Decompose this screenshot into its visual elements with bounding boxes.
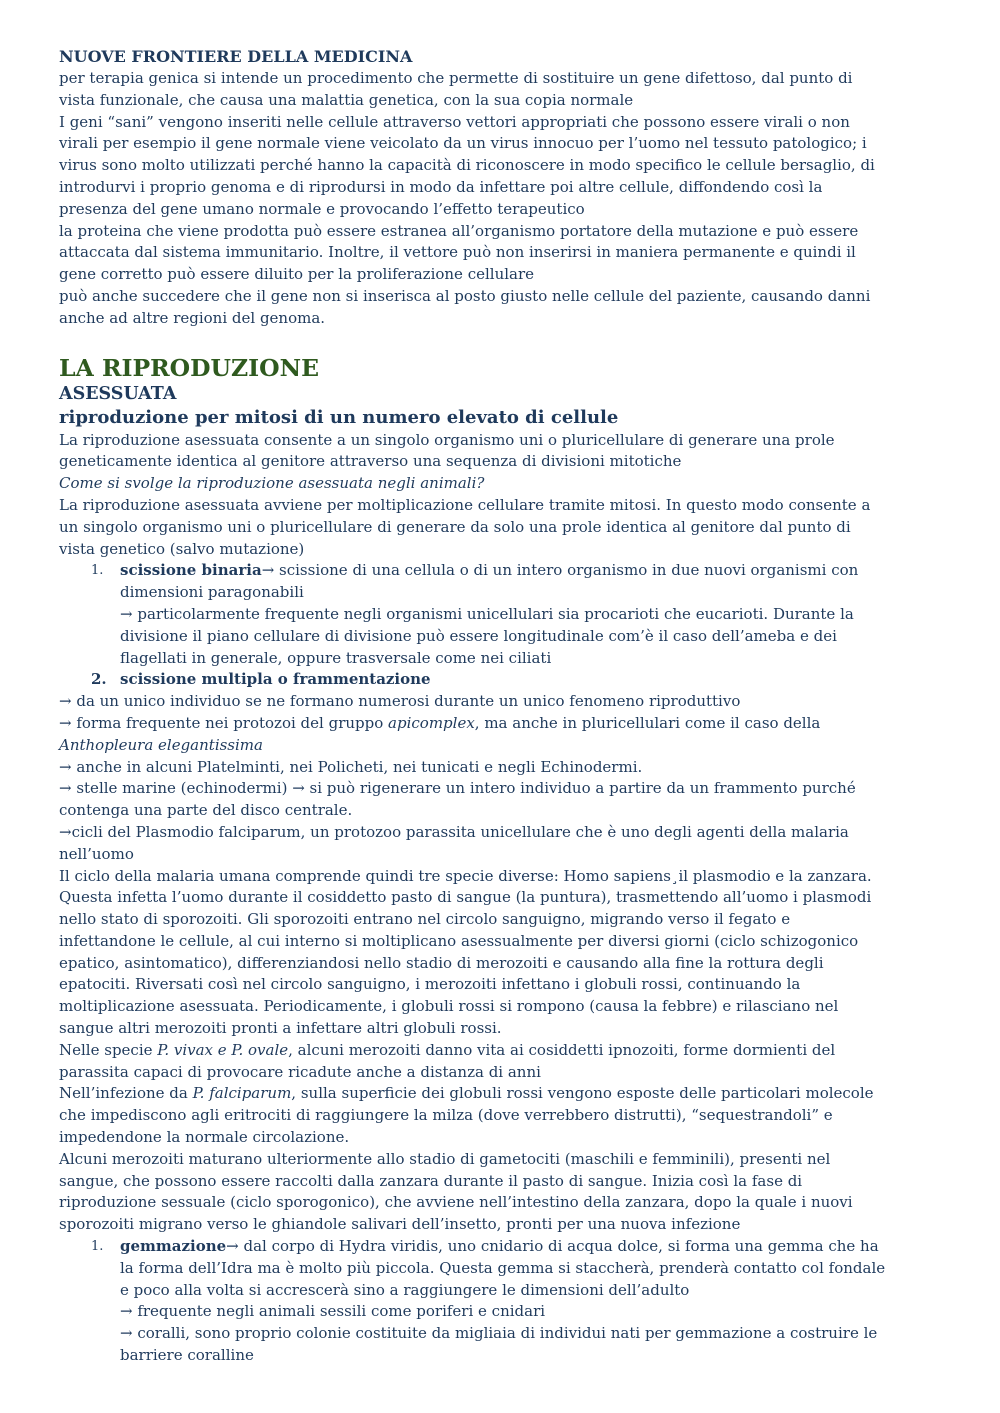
list-item-scissione-multipla	[59, 669, 890, 691]
paragraph: per terapia genica si intende un procedimento che permette di sostituire un gene difettoso, dal punto di vista funzionale, che causa una malattia genetica, con la sua copia normale	[59, 69, 853, 109]
text-span: , ma anche in pluricellulari come il caso della	[474, 713, 821, 732]
list-number: 1.	[91, 563, 104, 579]
list-term: scissione multipla o frammentazione	[120, 670, 431, 689]
italic-span: P. falciparum	[192, 1084, 292, 1103]
italic-span: Anthopleura elegantissima	[59, 735, 263, 754]
list-extra: → frequente negli animali sessili come poriferi e cnidari	[120, 1302, 546, 1321]
list-term: scissione binaria	[120, 561, 262, 580]
text-span: → forma frequente nei protozoi del gruppo	[59, 713, 389, 732]
numbered-list	[59, 560, 890, 691]
arrow-line: →cicli del Plasmodio falciparum, un protozoo parassita unicellulare che è uno degli agenti della malaria nell’uomo	[59, 822, 849, 863]
paragraph-malaria: Il ciclo della malaria umana comprende quindi tre specie diverse: Homo sapiens¸il plasmodio e la zanzara. Questa infetta l’uomo durante il cosiddetto pasto di sangue (la puntura), trasmettendo all’uomo i plasmodi nello stato di sporozoiti. Gli sporozoiti entrano nel circolo sanguigno, migrando verso il fegato e infettandone le cellule, al cui interno si moltiplicano asessualmente per diversi giorni (ciclo schizogonico epatico, asintomatico), differenziandosi nello stadio di merozoiti e causando alla fine la rottura degli epatociti. Riversati così nel circolo sanguigno, i merozoiti infettano i globuli rossi, continuando la moltiplicazione asessuata. Periodicamente, i globuli rossi si rompono (causa la febbre) e rilasciano nel sangue altri merozoiti pronti a infettare altri globuli rossi.	[59, 866, 872, 1038]
arrow-line: → anche in alcuni Platelminti, nei Policheti, nei tunicati e negli Echinodermi.	[59, 757, 643, 776]
subtitle-asessuata: ASESSUATA	[59, 383, 177, 404]
italic-span: apicomplex	[388, 713, 475, 732]
text-span: , sulla superficie dei globuli rossi vengono esposte delle particolari molecole che impediscono agli eritrociti di raggiungere la milza (dove verrebbero distrutti), “sequestrandoli” e impedendone la normale circolazione.	[59, 1084, 874, 1147]
list-number: 2.	[91, 670, 107, 689]
paragraph-gametociti: Alcuni merozoiti maturano ulteriormente allo stadio di gametociti (maschili e femminili), presenti nel sangue, che possono essere raccolti dalla zanzara durante il pasto di sangue. Inizia così la fase di riproduzione sessuale (ciclo sporogonico), che avviene nell’intestino della zanzara, dopo la quale i nuovi sporozoiti migrano verso le ghiandole salivari dell’insetto, pronti per una nuova infezione	[59, 1149, 853, 1234]
list-item-gemmazione	[59, 1236, 890, 1367]
section-title-riproduzione: LA RIPRODUZIONE	[59, 353, 320, 382]
arrow-line: → stelle marine (echinodermi) → si può rigenerare un intero individuo a partire da un frammento purché contenga una parte del disco centrale.	[59, 779, 856, 820]
arrow-line	[59, 713, 890, 757]
text-span: Nelle specie	[59, 1040, 158, 1059]
paragraph: I geni “sani” vengono inseriti nelle cellule attraverso vettori appropriati che possono essere virali o non virali per esempio il gene normale viene veicolato da un virus innocuo per l’uomo nel tessuto patologico; i virus sono molto utilizzati perché hanno la capacità di riconoscere in modo specifico le cellule bersaglio, di introdurvi i proprio genoma e di riprodursi in modo da infettare poi altre cellule, diffondendo così la presenza del gene umano normale e provocando l’effetto terapeutico	[59, 112, 875, 218]
list-text: → dal corpo di Hydra viridis, uno cnidario di acqua dolce, si forma una gemma che ha la forma dell’Idra ma è molto più piccola. Questa gemma si staccherà, prenderà contatto col fondale e poco alla volta si accrescerà sino a raggiungere le dimensioni dell’adulto	[120, 1237, 886, 1299]
list-text: → scissione di una cellula o di un intero organismo in due nuovi organismi con dimensioni paragonabili	[120, 561, 859, 602]
text-span: Nell’infezione da	[59, 1084, 193, 1103]
list-item-scissione-binaria	[59, 560, 890, 669]
paragraph: la proteina che viene prodotta può essere estranea all’organismo portatore della mutazione e può essere attaccata dal sistema immunitario. Inoltre, il vettore può non inserirsi in maniera permanente e quindi il gene corretto può essere diluito per la proliferazione cellulare	[59, 221, 859, 284]
paragraph: La riproduzione asessuata consente a un singolo organismo uni o pluricellulare di generare una prole geneticamente identica al genitore attraverso una sequenza di divisioni mitotiche	[59, 430, 835, 471]
list-extra: → coralli, sono proprio colonie costituite da migliaia di individui nati per gemmazione a costruire le barriere coralline	[120, 1324, 878, 1365]
text-span: , alcuni merozoiti danno vita ai cosiddetti ipnozoiti, forme dormienti del parassita capaci di provocare ricadute anche a distanza di anni	[59, 1040, 836, 1081]
paragraph-vivax	[59, 1040, 890, 1084]
arrow-line: → da un unico individuo se ne formano numerosi durante un unico fenomeno riproduttivo	[59, 692, 741, 711]
section-title-medicina: NUOVE FRONTIERE DELLA MEDICINA	[59, 47, 413, 66]
paragraph: può anche succedere che il gene non si inserisca al posto giusto nelle cellule del paziente, causando danni anche ad altre regioni del genoma.	[59, 286, 871, 327]
subheading-mitosi: riproduzione per mitosi di un numero elevato di cellule	[59, 406, 619, 428]
list-term: gemmazione	[120, 1237, 227, 1256]
paragraph-falciparum	[59, 1083, 890, 1148]
list-number: 1.	[91, 1239, 104, 1255]
numbered-list	[59, 1236, 890, 1367]
question: Come si svolge la riproduzione asessuata negli animali?	[59, 474, 485, 493]
list-extra: → particolarmente frequente negli organismi unicellulari sia procarioti che eucarioti. Durante la divisione il piano cellulare di divisione può essere longitudinale com’è il caso dell’ameba e dei flagellati in generale, oppure trasversale come nei ciliati	[120, 604, 854, 667]
paragraph: La riproduzione asessuata avviene per moltiplicazione cellulare tramite mitosi. In questo modo consente a un singolo organismo uni o pluricellulare di generare da solo una prole identica al genitore dal punto di vista genetico (salvo mutazione)	[59, 495, 871, 558]
italic-span: P. vivax e P. ovale	[157, 1040, 289, 1059]
